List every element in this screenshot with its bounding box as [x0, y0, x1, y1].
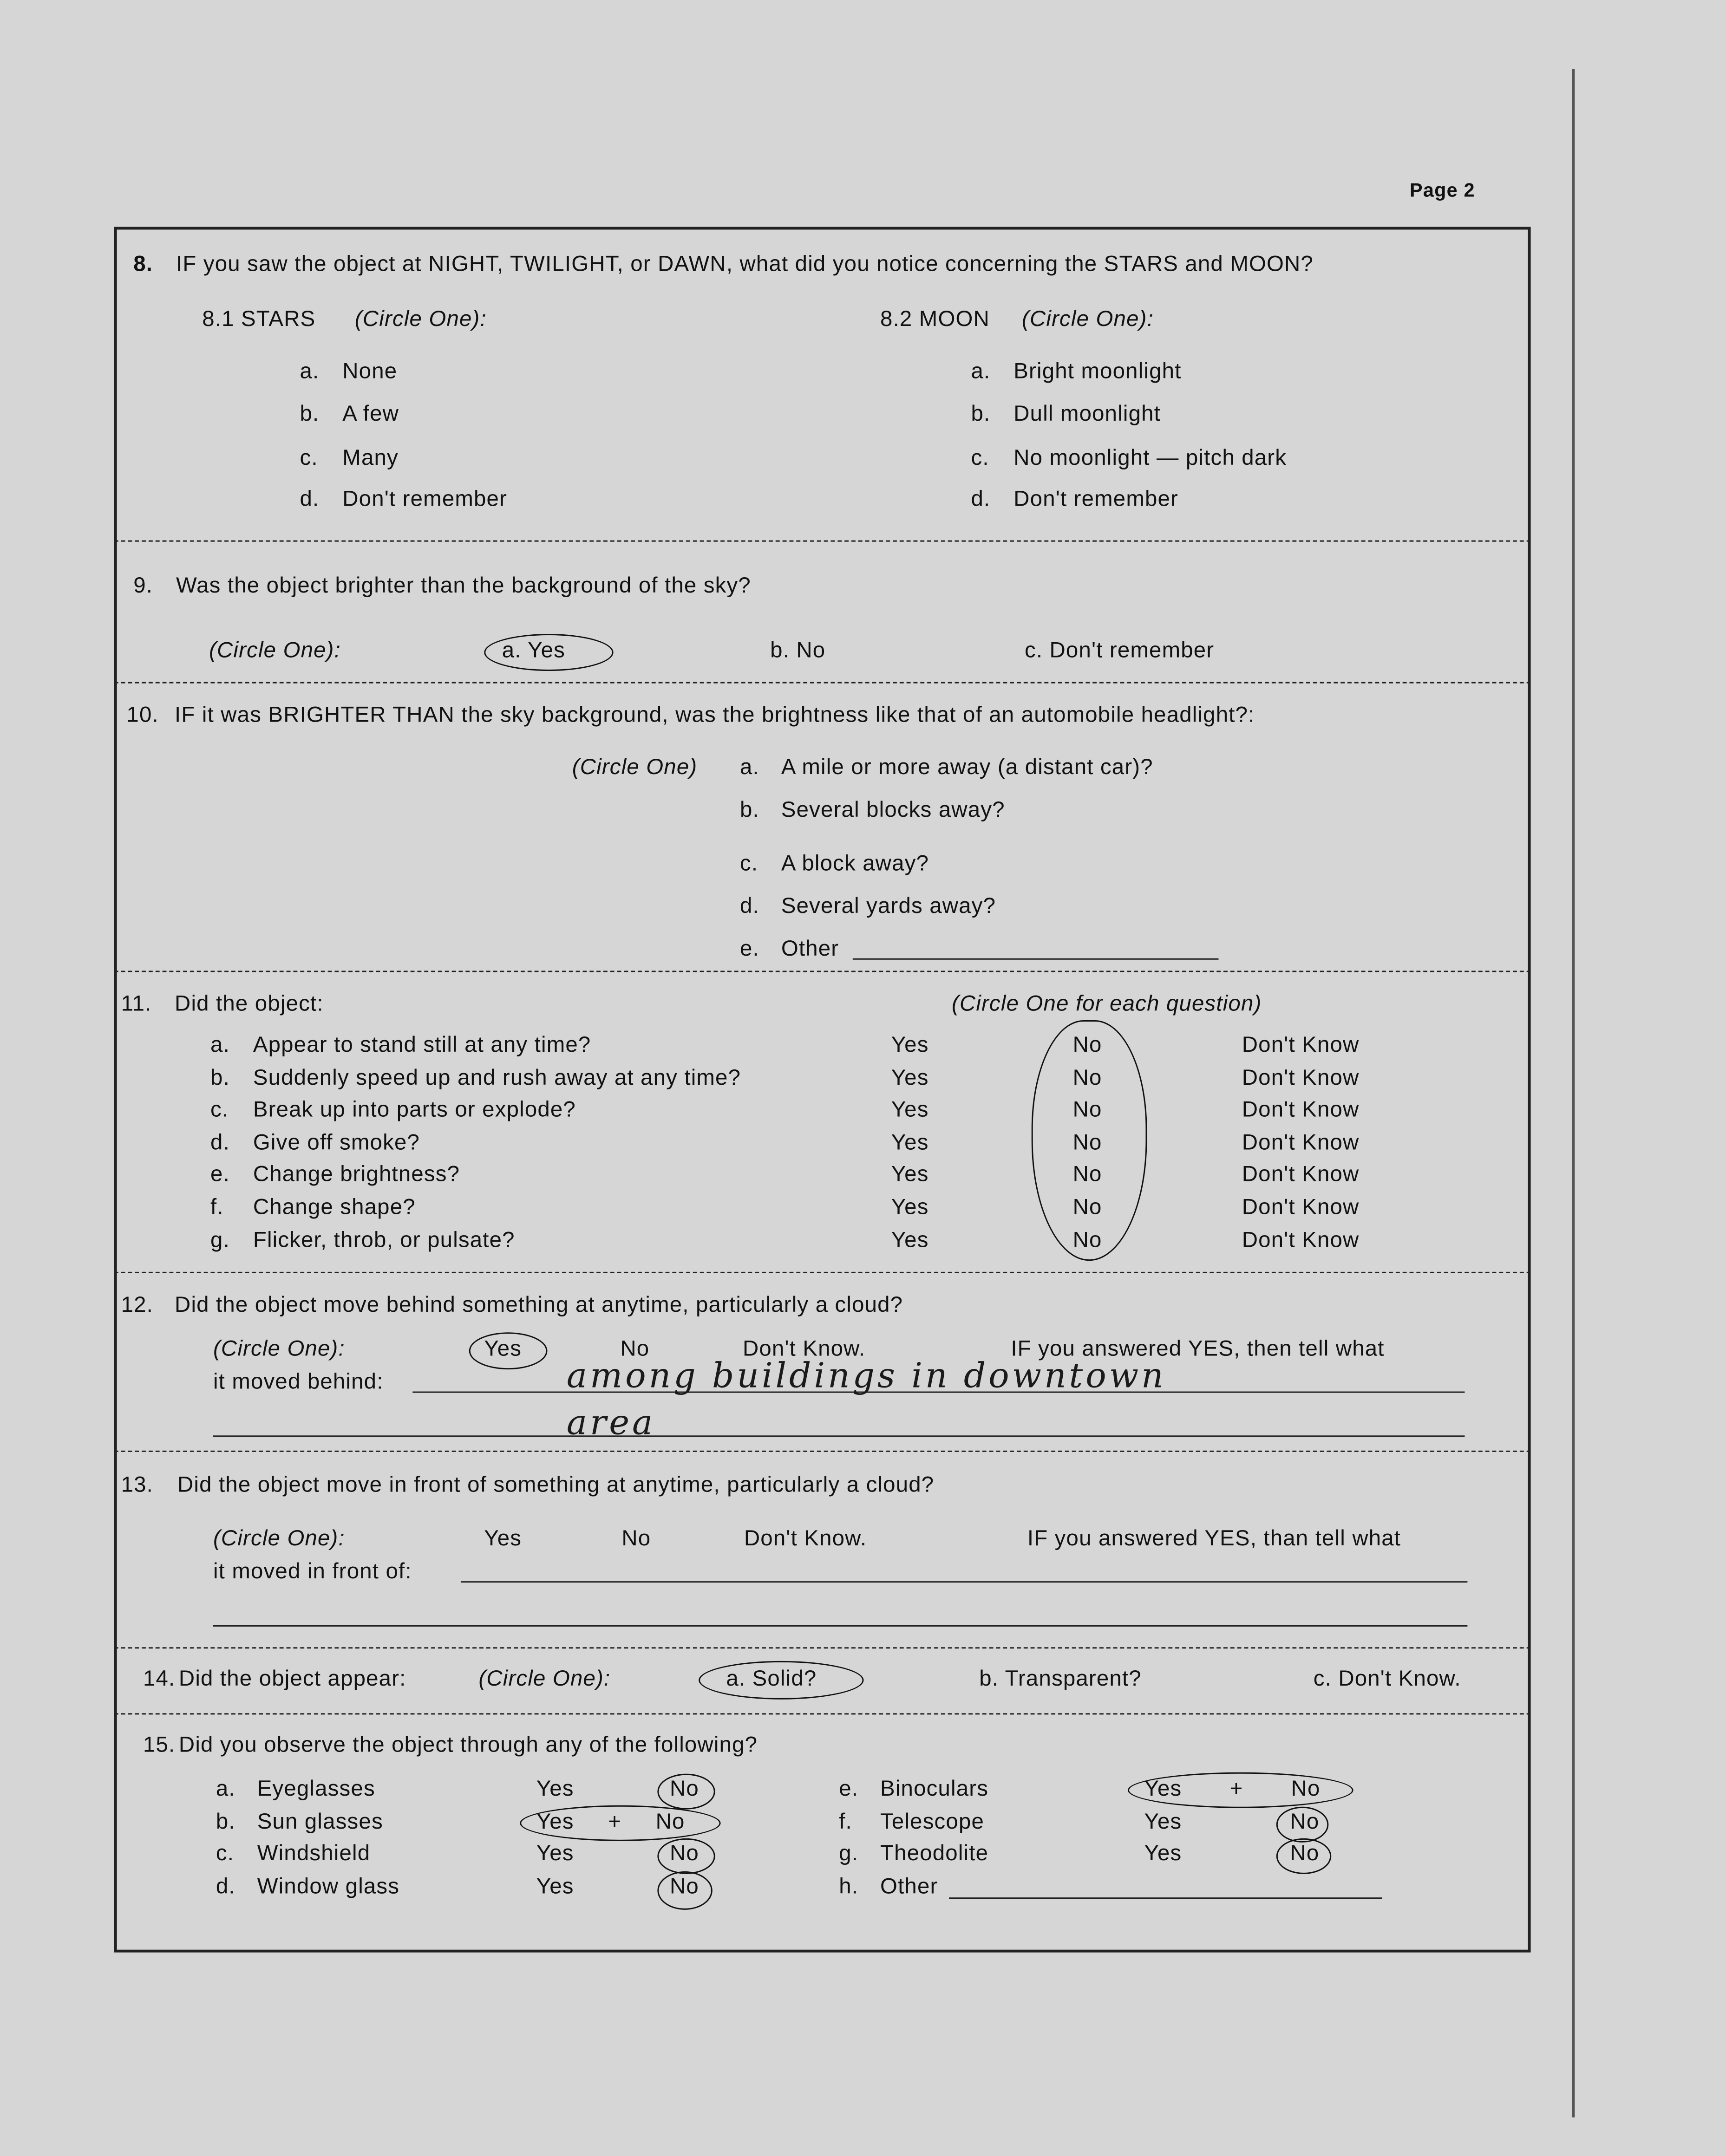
q8-stars-option[interactable]: Many — [342, 447, 399, 470]
q11-item-text: Flicker, throb, or pulsate? — [253, 1229, 515, 1253]
option-letter: c. — [971, 447, 989, 470]
q11-answer-no[interactable]: No — [1072, 1196, 1102, 1220]
q12-option-yes[interactable]: Yes — [484, 1338, 522, 1361]
q11-item-text: Suddenly speed up and rush away at any time? — [253, 1067, 741, 1091]
q15-answer-no[interactable]: No — [1290, 1811, 1320, 1834]
q11-answer-no[interactable]: No — [1072, 1163, 1102, 1187]
q11-answer-dont-know[interactable]: Don't Know — [1242, 1034, 1360, 1058]
option-letter: d. — [300, 488, 320, 512]
q15-item-text: Sun glasses — [257, 1811, 383, 1834]
q10-text: IF it was BRIGHTER THAN the sky background, was the brightness like that of an automobile headlight?: — [175, 704, 1255, 728]
q14-instruction: (Circle One): — [478, 1667, 611, 1692]
q8-number: 8. — [133, 253, 153, 277]
q11-text: Did the object: — [175, 992, 324, 1016]
q15-answer-yes[interactable]: Yes — [536, 1875, 574, 1899]
q8-stars-option[interactable]: A few — [342, 403, 399, 426]
q15-item-text: Theodolite — [880, 1842, 989, 1866]
q15-answer-no[interactable]: No — [670, 1842, 699, 1866]
q10-option[interactable]: A block away? — [781, 852, 929, 876]
q11-answer-dont-know[interactable]: Don't Know — [1242, 1196, 1360, 1220]
q13-option-dont-know[interactable]: Don't Know. — [744, 1527, 867, 1551]
q9-instruction: (Circle One): — [209, 639, 341, 663]
q11-answer-dont-know[interactable]: Don't Know — [1242, 1131, 1360, 1155]
q11-instruction: (Circle One for each question) — [952, 992, 1262, 1016]
item-letter: g. — [839, 1842, 859, 1866]
option-letter: c. — [300, 447, 318, 470]
selection-circle — [1128, 1772, 1353, 1808]
q11-answer-dont-know[interactable]: Don't Know — [1242, 1067, 1360, 1091]
option-letter: e. — [740, 938, 759, 961]
item-letter: e. — [210, 1163, 230, 1187]
q8-stars-option[interactable]: None — [342, 360, 398, 384]
q8-stars-option[interactable]: Don't remember — [342, 488, 508, 512]
q10-option[interactable]: Other — [781, 938, 839, 961]
q15-item-text: Other — [880, 1875, 938, 1899]
q11-item-text: Appear to stand still at any time? — [253, 1034, 591, 1058]
q11-answer-no[interactable]: No — [1072, 1131, 1102, 1155]
q8-stars-instruction: (Circle One): — [354, 308, 487, 332]
q11-answer-yes[interactable]: Yes — [891, 1163, 929, 1187]
q14-option-dont-know[interactable]: c. Don't Know. — [1313, 1667, 1461, 1692]
q8-moon-option[interactable]: Dull moonlight — [1013, 403, 1161, 426]
item-letter: b. — [216, 1811, 235, 1834]
q10-number: 10. — [126, 704, 159, 728]
q10-option[interactable]: Several blocks away? — [781, 799, 1005, 822]
q15-item-text: Windshield — [257, 1842, 371, 1866]
selection-circle — [657, 1774, 715, 1810]
q8-moon-option[interactable]: Don't remember — [1013, 488, 1179, 512]
item-letter: a. — [216, 1778, 235, 1801]
q14-text: Did the object appear: — [178, 1667, 406, 1692]
item-letter: d. — [210, 1131, 230, 1155]
q12-handwritten-answer-2: area — [566, 1402, 656, 1443]
q15-answer-yes[interactable]: Yes — [1144, 1842, 1182, 1866]
q15-item-text: Window glass — [257, 1875, 400, 1899]
q11-answer-dont-know[interactable]: Don't Know — [1242, 1229, 1360, 1253]
option-letter: b. — [971, 403, 991, 426]
item-letter: a. — [210, 1034, 230, 1058]
divider — [114, 1272, 1531, 1273]
option-letter: a. — [740, 756, 759, 780]
option-letter: d. — [971, 488, 991, 512]
item-letter: c. — [216, 1842, 235, 1866]
page-label: Page 2 — [1410, 178, 1475, 201]
q13-option-yes[interactable]: Yes — [484, 1527, 522, 1551]
selection-circle — [1276, 1807, 1329, 1843]
q14-option-solid[interactable]: a. Solid? — [726, 1667, 817, 1692]
q15-answer-no[interactable]: No — [1290, 1842, 1320, 1866]
q15-answer-yes[interactable]: Yes — [536, 1842, 574, 1866]
item-letter: e. — [839, 1778, 859, 1801]
q9-option-dont-remember[interactable]: c. Don't remember — [1024, 639, 1215, 663]
q13-followup-label: it moved in front of: — [213, 1560, 412, 1584]
q8-moon-label: 8.2 MOON — [880, 308, 990, 332]
q11-answer-dont-know[interactable]: Don't Know — [1242, 1163, 1360, 1187]
item-letter: c. — [210, 1098, 229, 1122]
q15-item-text: Eyeglasses — [257, 1778, 375, 1801]
q11-answer-no[interactable]: No — [1072, 1067, 1102, 1091]
q13-instruction: (Circle One): — [213, 1527, 345, 1551]
q15-item-text: Telescope — [880, 1811, 985, 1834]
q11-answer-yes[interactable]: Yes — [891, 1196, 929, 1220]
q12-handwritten-answer-1: among buildings in downtown — [566, 1355, 1166, 1396]
divider — [114, 1713, 1531, 1714]
item-letter: b. — [210, 1067, 230, 1091]
q11-item-text: Change shape? — [253, 1196, 416, 1220]
q12-answer-field-2[interactable] — [213, 1435, 1465, 1437]
q11-item-text: Change brightness? — [253, 1163, 460, 1187]
q12-option-dont-know[interactable]: Don't Know. — [742, 1338, 866, 1361]
q8-text: IF you saw the object at NIGHT, TWILIGHT, or DAWN, what did you notice concerning the STARS and MOON? — [176, 253, 1314, 277]
q10-other-field[interactable] — [853, 958, 1219, 960]
selection-circle — [657, 1838, 715, 1874]
q12-text: Did the object move behind something at anytime, particularly a cloud? — [175, 1294, 903, 1317]
option-letter: d. — [740, 895, 759, 918]
divider — [114, 541, 1531, 542]
q12-followup-label: it moved behind: — [213, 1371, 384, 1394]
divider — [114, 1647, 1531, 1648]
q15-answer-no[interactable]: No — [670, 1875, 699, 1899]
selection-circle — [699, 1661, 863, 1700]
option-letter: c. — [740, 852, 758, 876]
q8-stars-label: 8.1 STARS — [202, 308, 316, 332]
q10-instruction: (Circle One) — [572, 756, 698, 780]
q14-option-transparent[interactable]: b. Transparent? — [979, 1667, 1142, 1692]
q15-text: Did you observe the object through any of the following? — [178, 1733, 758, 1758]
q12-followup: IF you answered YES, then tell what — [1011, 1338, 1385, 1361]
q11-answer-dont-know[interactable]: Don't Know — [1242, 1098, 1360, 1122]
q15-answer-no[interactable]: No — [670, 1778, 699, 1801]
q8-moon-option[interactable]: Bright moonlight — [1013, 360, 1182, 384]
q13-option-no[interactable]: No — [621, 1527, 651, 1551]
q14-number: 14. — [143, 1667, 176, 1692]
divider — [114, 1451, 1531, 1452]
q12-instruction: (Circle One): — [213, 1338, 345, 1361]
selection-circle — [1276, 1838, 1331, 1874]
q13-answer-field-1[interactable] — [461, 1581, 1467, 1583]
q10-option[interactable]: Several yards away? — [781, 895, 996, 918]
q12-number: 12. — [121, 1294, 154, 1317]
item-letter: h. — [839, 1875, 859, 1899]
q8-moon-instruction: (Circle One): — [1022, 308, 1154, 332]
item-letter: f. — [839, 1811, 852, 1834]
q10-option[interactable]: A mile or more away (a distant car)? — [781, 756, 1153, 780]
q11-answer-yes[interactable]: Yes — [891, 1131, 929, 1155]
q13-followup: IF you answered YES, than tell what — [1027, 1527, 1401, 1551]
q8-moon-option[interactable]: No moonlight — pitch dark — [1013, 447, 1287, 470]
selection-circle — [657, 1871, 712, 1910]
item-letter: d. — [216, 1875, 235, 1899]
option-letter: a. — [971, 360, 991, 384]
q9-option-yes[interactable]: a. Yes — [502, 639, 566, 663]
q13-number: 13. — [121, 1474, 154, 1498]
q11-answer-yes[interactable]: Yes — [891, 1034, 929, 1058]
q11-item-text: Break up into parts or explode? — [253, 1098, 576, 1122]
q11-answer-yes[interactable]: Yes — [891, 1098, 929, 1122]
q11-item-text: Give off smoke? — [253, 1131, 420, 1155]
q13-text: Did the object move in front of something at anytime, particularly a cloud? — [177, 1474, 935, 1498]
q15-item-text: Binoculars — [880, 1778, 989, 1801]
q9-text: Was the object brighter than the background of the sky? — [176, 574, 751, 599]
q15-marked-yes-plus-no[interactable]: Yes + No — [536, 1811, 685, 1834]
q15-answer-yes[interactable]: Yes — [1144, 1811, 1182, 1834]
divider — [114, 971, 1531, 972]
page-edge — [1572, 69, 1575, 2117]
q15-marked-yes-plus-no[interactable]: Yes + No — [1144, 1778, 1321, 1801]
item-letter: f. — [210, 1196, 224, 1220]
selection-circle — [484, 634, 613, 671]
selection-circle — [520, 1805, 720, 1841]
q11-answer-no[interactable]: No — [1072, 1034, 1102, 1058]
q11-number: 11. — [121, 992, 152, 1016]
q9-option-no[interactable]: b. No — [770, 639, 826, 663]
q11-answer-no[interactable]: No — [1072, 1229, 1102, 1253]
option-letter: b. — [300, 403, 320, 426]
q11-answer-yes[interactable]: Yes — [891, 1067, 929, 1091]
q11-answer-no[interactable]: No — [1072, 1098, 1102, 1122]
q12-option-no[interactable]: No — [620, 1338, 650, 1361]
option-letter: b. — [740, 799, 759, 822]
q11-answer-yes[interactable]: Yes — [891, 1229, 929, 1253]
q15-answer-yes[interactable]: Yes — [536, 1778, 574, 1801]
q9-number: 9. — [133, 574, 153, 599]
option-letter: a. — [300, 360, 320, 384]
divider — [114, 682, 1531, 684]
q15-number: 15. — [143, 1733, 176, 1758]
item-letter: g. — [210, 1229, 230, 1253]
q13-answer-field-2[interactable] — [213, 1625, 1467, 1627]
q15-other-field[interactable] — [949, 1897, 1382, 1899]
selection-circle — [469, 1332, 548, 1369]
